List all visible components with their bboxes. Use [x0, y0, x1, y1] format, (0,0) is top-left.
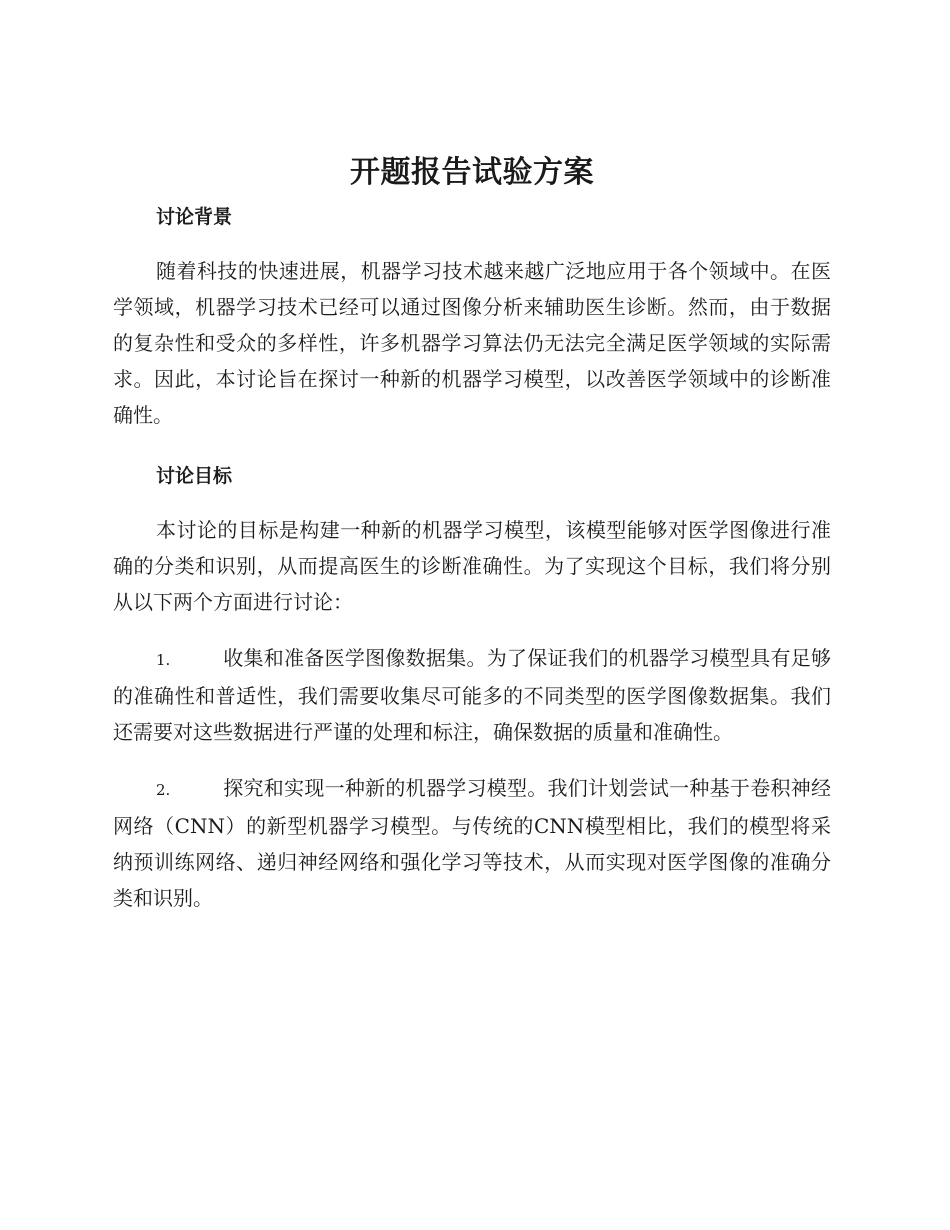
list-item-text: 收集和准备医学图像数据集。为了保证我们的机器学习模型具有足够的准确性和普适性，我们需要收集尽可能多的不同类型的医学图像数据集。我们还需要对这些数据进行严谨的处理和标注，确保数据的质量和准确性。: [113, 646, 831, 744]
section-paragraph-goal: 本讨论的目标是构建一种新的机器学习模型，该模型能够对医学图像进行准确的分类和识别，从而提高医生的诊断准确性。为了实现这个目标，我们将分别从以下两个方面进行讨论：: [113, 518, 831, 614]
spacer: [113, 491, 831, 512]
section-heading-goal: 讨论目标: [156, 465, 233, 487]
spacer: [113, 750, 831, 770]
section-paragraph-background: 随着科技的快速进展，机器学习技术越来越广泛地应用于各个领域中。在医学领域，机器学习技术已经可以通过图像分析来辅助医生诊断。然而，由于数据的复杂性和受众的多样性，许多机器学习算法仍无法完全满足医学领域的实际需求。因此，本讨论旨在探讨一种新的机器学习模型，以改善医学领域中的诊断准确性。: [113, 259, 831, 427]
document-title: 开题报告试验方案: [350, 155, 594, 190]
document-body: [113, 150, 831, 916]
list-item-number: 2.: [156, 781, 171, 799]
list-item-text: 探究和实现一种新的机器学习模型。我们计划尝试一种基于卷积神经网络（CNN）的新型机器学习模型。与传统的CNN模型相比，我们的模型将采纳预训练网络、递归神经网络和强化学习等技术，从而实现对医学图像的准确分类和识别。: [113, 776, 831, 910]
spacer: [113, 232, 831, 253]
section-heading-background: 讨论背景: [156, 206, 233, 228]
list-item: [113, 770, 831, 916]
spacer: [113, 620, 831, 640]
spacer: [113, 433, 831, 455]
list-item: [113, 640, 831, 750]
list-item-number: 1.: [156, 651, 171, 669]
